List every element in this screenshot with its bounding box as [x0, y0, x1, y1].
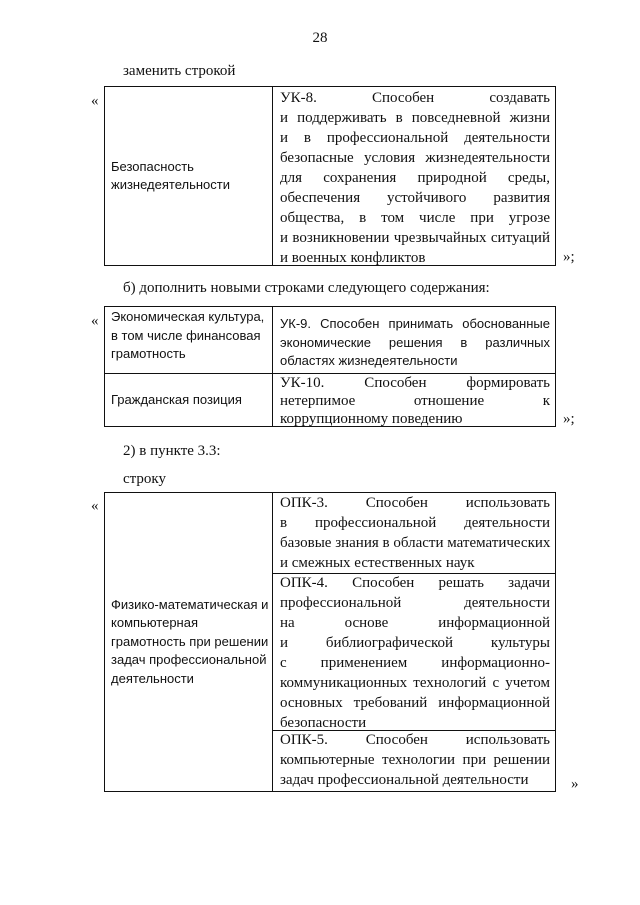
cell-line: УК-8. Способен создавать: [280, 90, 550, 106]
cell-line: ОПК-4. Способен решать задачи: [280, 575, 550, 591]
table-3-opk5-cell: [280, 730, 550, 790]
cell-line: и смежных естественных наук: [280, 555, 475, 571]
table-3-left-text: Физико-математическая и компьютерная грамотность при решении задач профессиональной деятельности: [111, 596, 269, 686]
table-3-left-cell: [111, 493, 271, 791]
point-3-3-text: 2) в пункте 3.3:: [123, 443, 221, 459]
cell-line: и в профессиональной деятельности: [280, 130, 550, 146]
open-quote-2: «: [91, 313, 99, 329]
cell-line: профессиональной деятельности: [280, 595, 550, 611]
table-2-divider: [272, 307, 273, 426]
cell-line: общества, в том числе при угрозе: [280, 210, 550, 226]
open-quote-1: «: [91, 93, 99, 109]
close-quote-1: »;: [563, 249, 575, 265]
table-2-row2-left: [111, 374, 269, 426]
page-number: 28: [312, 30, 328, 46]
table-2-row2-right-text: УК-10. Способен формировать нетерпимое отношение к коррупционному поведению: [280, 375, 550, 427]
table-3-opk4-cell: [280, 573, 550, 733]
cell-line: в профессиональной деятельности: [280, 515, 550, 531]
cell-line: и библиографической культуры: [280, 635, 550, 651]
cell-line: ОПК-3. Способен использовать: [280, 495, 550, 511]
cell-line: ОПК-5. Способен использовать: [280, 732, 550, 748]
replace-with-line-text: заменить строкой: [123, 63, 236, 79]
cell-line: компьютерные технологии при решении: [280, 752, 550, 768]
add-new-rows-text: б) дополнить новыми строками следующего содержания:: [123, 280, 490, 296]
table-1-right-cell: [280, 88, 550, 268]
close-quote-3: »: [571, 776, 579, 792]
cell-line: задач профессиональной деятельности: [280, 772, 529, 788]
cell-line: и поддерживать в повседневной жизни: [280, 110, 550, 126]
cell-line: с применением информационно-: [280, 655, 550, 671]
table-2-row1-right: [280, 315, 550, 371]
table-2: [104, 306, 556, 427]
cell-line: на основе информационной: [280, 615, 550, 631]
cell-line: обеспечения устойчивого развития: [280, 190, 550, 206]
table-2-row1-right-text: УК-9. Способен принимать обоснованные экономические решения в различных областях жизнедеятельности: [280, 316, 550, 368]
cell-line: и возникновении чрезвычайных ситуаций: [280, 230, 550, 246]
table-2-row2-right: [280, 374, 550, 428]
cell-line: для сохранения природной среды,: [280, 170, 550, 186]
cell-line: безопасности: [280, 715, 367, 731]
table-1-divider: [272, 87, 273, 265]
cell-line: безопасные условия жизнедеятельности: [280, 150, 550, 166]
table-2-row2-left-text: Гражданская позиция: [111, 391, 242, 407]
cell-line: и военных конфликтов: [280, 250, 426, 266]
close-quote-2: »;: [563, 411, 575, 427]
table-3: [104, 492, 556, 792]
table-1-left-text: Безопасность жизнедеятельности: [111, 158, 230, 192]
table-1: [104, 86, 556, 266]
table-3-divider: [272, 493, 273, 791]
table-1-left-cell: [111, 87, 269, 265]
cell-line: коммуникационных технологий с учетом: [280, 675, 550, 691]
table-2-row1-left: [111, 308, 269, 364]
open-quote-3: «: [91, 498, 99, 514]
table-2-row1-left-text: Экономическая культура, в том числе финансовая грамотность: [111, 309, 265, 361]
cell-line: базовые знания в области математических: [280, 535, 551, 551]
line-word-text: строку: [123, 471, 166, 487]
table-3-opk3-cell: [280, 493, 550, 573]
cell-line: основных требований информационной: [280, 695, 550, 711]
